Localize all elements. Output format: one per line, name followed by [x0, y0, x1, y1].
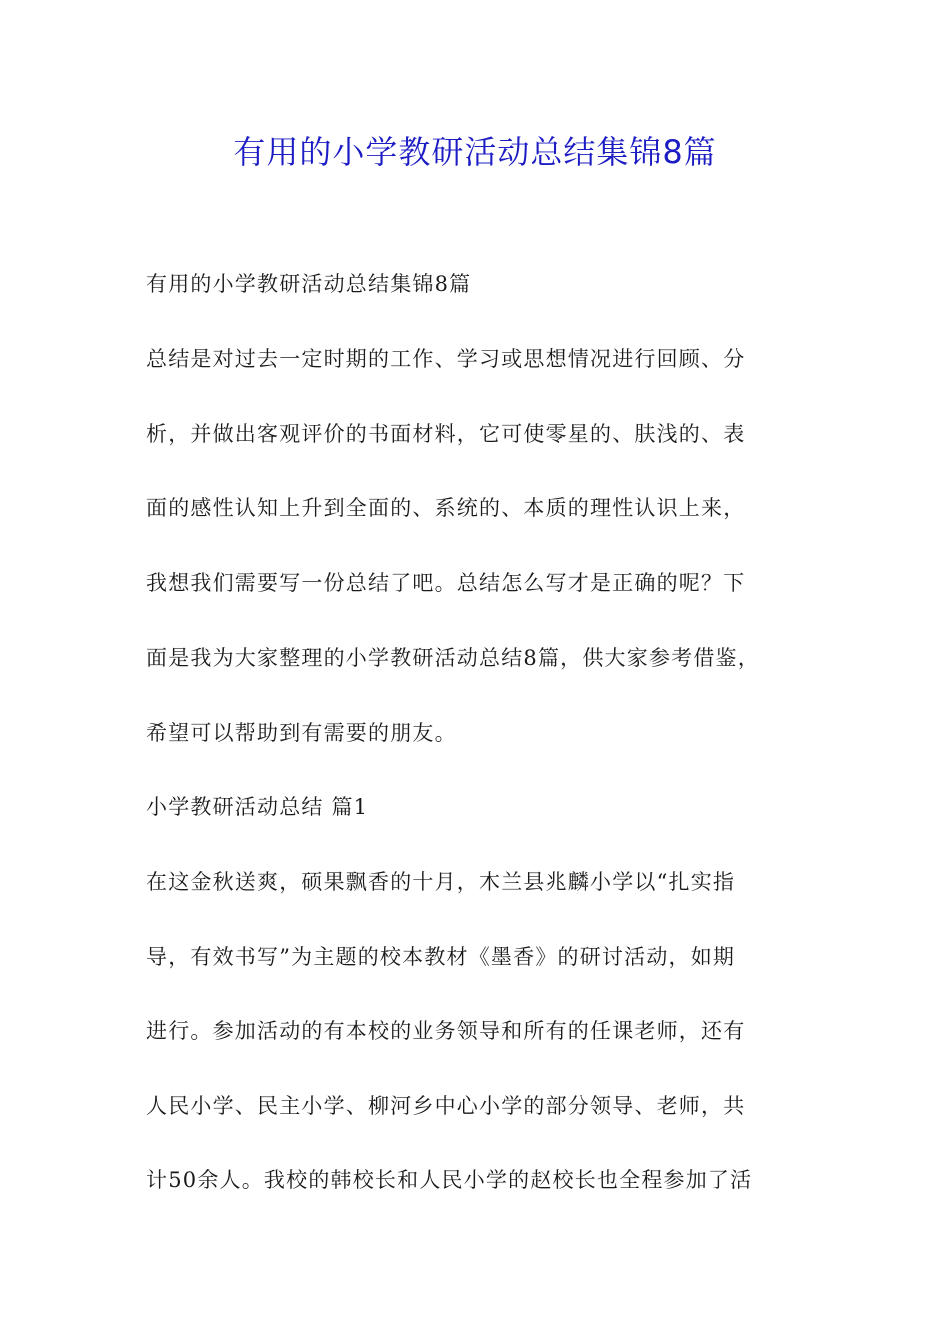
document-title: 有用的小学教研活动总结集锦8篇 [233, 133, 717, 171]
paragraph-line: 析，并做出客观评价的书面材料，它可使零星的、肤浅的、表 [146, 422, 746, 446]
paragraph-line: 在这金秋送爽，硕果飘香的十月，木兰县兆麟小学以“扎实指 [146, 870, 736, 894]
paragraph-line: 我想我们需要写一份总结了吧。总结怎么写才是正确的呢？下 [146, 571, 746, 595]
paragraph-line: 导，有效书写”为主题的校本教材《墨香》的研讨活动，如期 [146, 945, 736, 969]
paragraph-line: 希望可以帮助到有需要的朋友。 [146, 721, 457, 745]
paragraph-line: 面的感性认知上升到全面的、系统的、本质的理性认识上来， [146, 496, 746, 520]
paragraph-line: 进行。参加活动的有本校的业务领导和所有的任课老师，还有 [146, 1019, 746, 1043]
section-heading: 小学教研活动总结 篇1 [146, 795, 369, 819]
paragraph-line: 计50余人。我校的韩校长和人民小学的赵校长也全程参加了活 [146, 1168, 753, 1192]
paragraph-line: 总结是对过去一定时期的工作、学习或思想情况进行回顾、分 [146, 347, 746, 371]
paragraph-line: 面是我为大家整理的小学教研活动总结8篇，供大家参考借鉴， [146, 646, 760, 670]
subtitle-line: 有用的小学教研活动总结集锦8篇 [146, 272, 472, 296]
paragraph-line: 人民小学、民主小学、柳河乡中心小学的部分领导、老师，共 [146, 1094, 746, 1118]
